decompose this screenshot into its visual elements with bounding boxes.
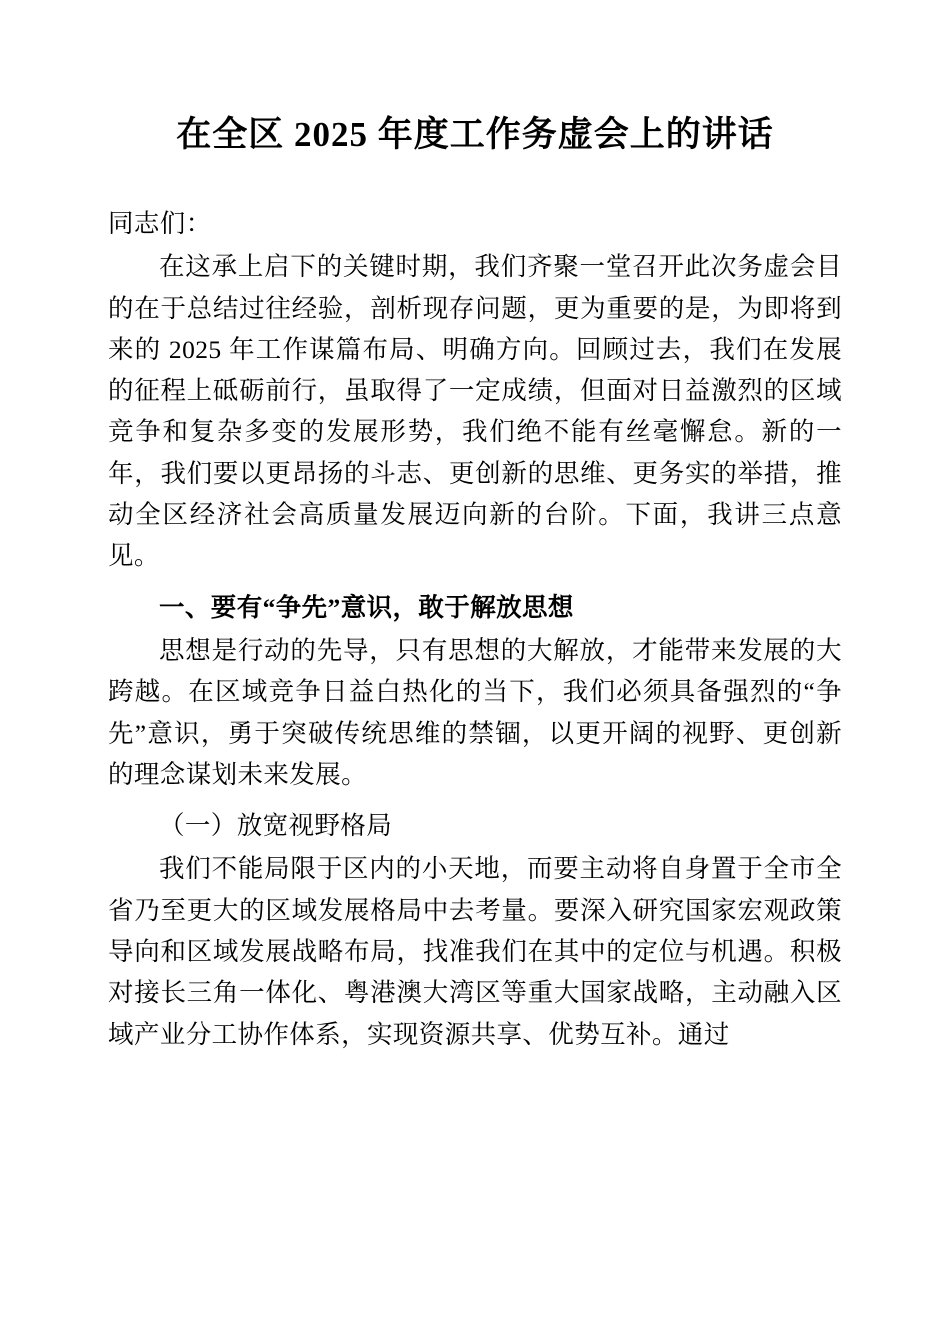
paragraph-section1-1-body: 我们不能局限于区内的小天地，而要主动将自身置于全市全省乃至更大的区域发展格局中去考量。要深入研究国家宏观政策导向和区域发展战略布局，找准我们在其中的定位与机遇。积极对接长三角一体化、粤港澳大湾区等重大国家战略，主动融入区域产业分工协作体系，实现资源共享、优势互补。通过 [108, 854, 842, 1049]
subsection-heading-1-1: （一）放宽视野格局 [159, 811, 393, 841]
page-title: 在全区 2025 年度工作务虚会上的讲话 [176, 115, 774, 154]
paragraph-section1-intro: 思想是行动的先导，只有思想的大解放，才能带来发展的大跨越。在区域竞争日益白热化的当下，我们必须具备强烈的“争先”意识，勇于突破传统思维的禁锢，以更开阔的视野、更创新的理念谋划未来发展。 [108, 635, 842, 789]
paragraph-intro: 在这承上启下的关键时期，我们齐聚一堂召开此次务虚会目的在于总结过往经验，剖析现存问题，更为重要的是，为即将到来的 2025 年工作谋篇布局、明确方向。回顾过去，我们在发展的征程上砥砺前行，虽取得了一定成绩，但面对日益激烈的区域竞争和复杂多变的发展形势，我们绝不能有丝毫懈怠。新的一年，我们要以更昂扬的斗志、更创新的思维、更务实的举措，推动全区经济社会高质量发展迈向新的台阶。下面，我讲三点意见。 [108, 252, 842, 571]
section-heading-1: 一、要有“争先”意识，敢于解放思想 [159, 592, 574, 622]
salutation: 同志们： [108, 209, 212, 238]
